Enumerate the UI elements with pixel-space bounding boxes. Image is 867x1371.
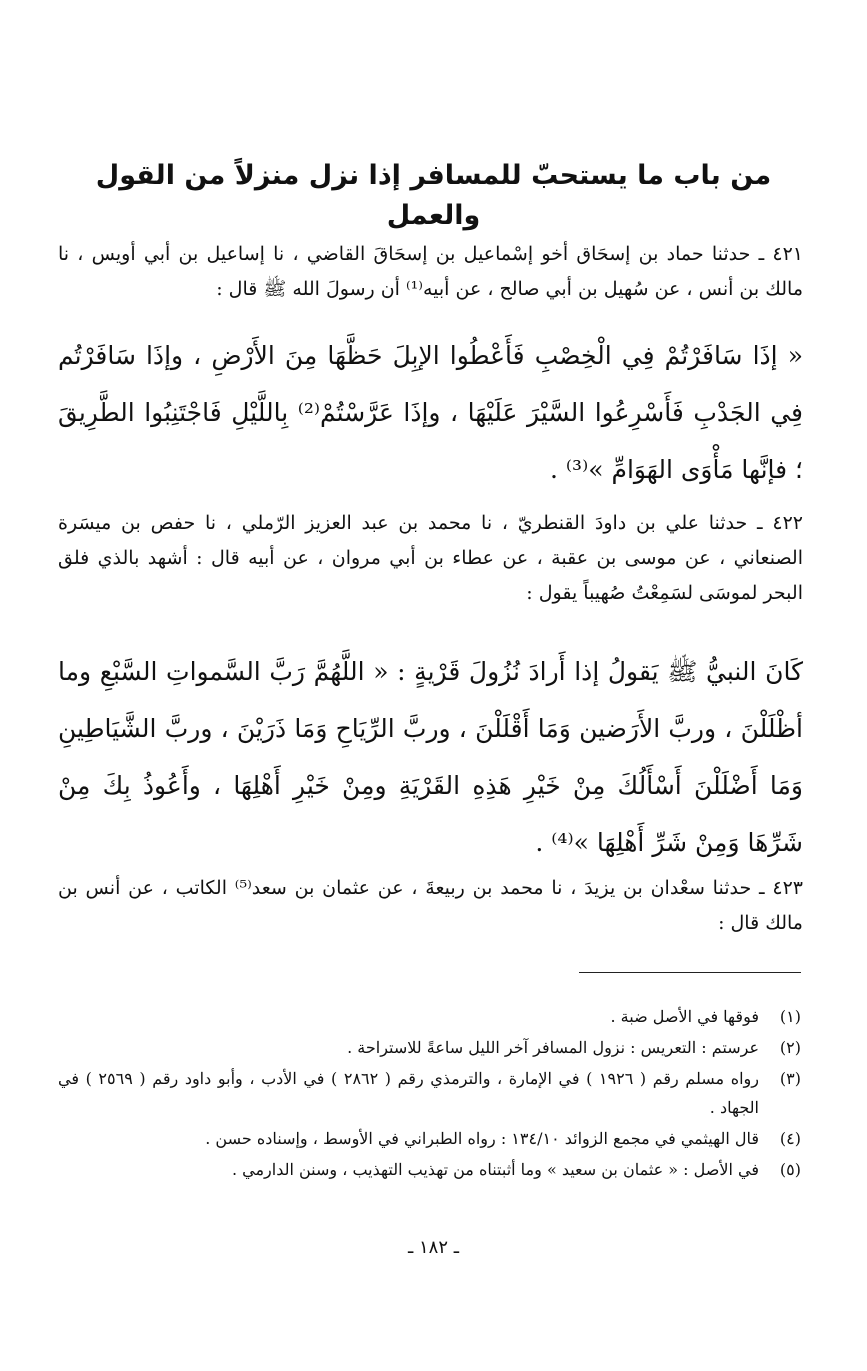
footnote-number: (٥): [779, 1160, 801, 1179]
footnote-item: [58, 1002, 801, 1031]
hadith-422-text: كَانَ النبيُّ ﷺ يَقولُ إذا أَرادَ نُزُولَ قَرْيةٍ : « اللَّهُمَّ رَبَّ السَّمواتِ السَّبْعِ وما أظْلَلْنَ ، وربَّ الأَرَضين وَمَا أَقْلَلْنَ ، وربَّ الرِّيَاحِ وَمَا ذَرَيْنَ ، وربَّ الشَّيَاطِينِ وَمَا أَضْلَلْنَ أَسْأَلُكَ مِنْ خَيْرِ هَذِهِ القَرْيَةِ ومِنْ خَيْرِ أَهْلِهَا ، وأَعُوذُ بِكَ مِنْ شَرِّهَا وَمِنْ شَرِّ أَهْلِهَا »⁽⁴⁾ .: [58, 657, 803, 857]
footnote-text: رواه مسلم رقم ( ١٩٢٦ ) في الإمارة ، والترمذي رقم ( ٢٨٦٢ ) في الأدب ، وأبو داود رقم ( ٢٥٦٩ ) في الجهاد .: [58, 1069, 759, 1117]
hadith-421-isnad: ٤٢١ ـ حدثنا حماد بن إسحَاق أخو إسْماعيل بن إسحَاقَ القاضي ، نا إساعيل بن أبي أويس ، نا مالك بن أنس ، عن سُهيل بن أبي صالح ، عن أبيه⁽¹⁾ أن رسولَ الله ﷺ قال :: [58, 243, 803, 300]
footnote-text: قال الهيثمي في مجمع الزوائد ١٣٤/١٠ : رواه الطبراني في الأوسط ، وإسناده حسن .: [205, 1129, 759, 1148]
footnote-number: (٣): [779, 1069, 801, 1088]
footnote-text: فوقها في الأصل ضبة .: [610, 1007, 759, 1026]
hadith-421-text: « إذَا سَافَرْتُمْ فِي الْخِصْبِ فَأَعْطُوا الإبِلَ حَظَّهَا مِنَ الأَرْضِ ، وإذَا سَافَرْتُم فِي الجَدْبِ فَأَسْرِعُوا السَّيْرَ عَلَيْهَا ، وإذَا عَرَّسْتُمْ⁽²⁾ بِاللَّيْلِ فَاجْتَنِبُوا الطَّرِيقَ ؛ فإنَّها مَأْوَى الهَوَامِّ »⁽³⁾ .: [58, 341, 803, 484]
footnotes-list: [58, 1002, 801, 1186]
footnote-item: [58, 1033, 801, 1062]
footnote-item: [58, 1064, 801, 1122]
chapter-title: من باب ما يستحبّ للمسافر إذا نزل منزلاً من القول والعمل: [95, 160, 772, 231]
page-number: ـ ١٨٢ ـ: [407, 1237, 459, 1258]
footnote-item: [58, 1155, 801, 1184]
hadith-423-isnad: ٤٢٣ ـ حدثنا سعْدان بن يزيدَ ، نا محمد بن ربيعةَ ، عن عثمان بن سعد⁽⁵⁾ الكاتب ، عن أنس بن مالك قال :: [58, 877, 803, 934]
footnote-item: [58, 1124, 801, 1153]
footnote-number: (١): [779, 1007, 801, 1026]
footnote-separator: [579, 972, 801, 973]
footnote-number: (٤): [779, 1129, 801, 1148]
footnote-number: (٢): [779, 1038, 801, 1057]
footnote-text: عرستم : التعريس : نزول المسافر آخر الليل ساعةً للاستراحة .: [347, 1038, 759, 1057]
footnote-text: في الأصل : « عثمان بن سعيد » وما أثبتناه من تهذيب التهذيب ، وسنن الدارمي .: [231, 1160, 759, 1179]
hadith-422-isnad: ٤٢٢ ـ حدثنا علي بن داودَ القنطريّ ، نا محمد بن عبد العزيز الرّملي ، نا حفص بن ميسَرة الصنعاني ، عن موسى بن عقبة ، عن عطاء بن أبي مروان ، عن أبيه قال : أشهد بالذي فلق البحر لموسَى لسَمِعْتُ صُهيباً يقول :: [58, 512, 803, 604]
